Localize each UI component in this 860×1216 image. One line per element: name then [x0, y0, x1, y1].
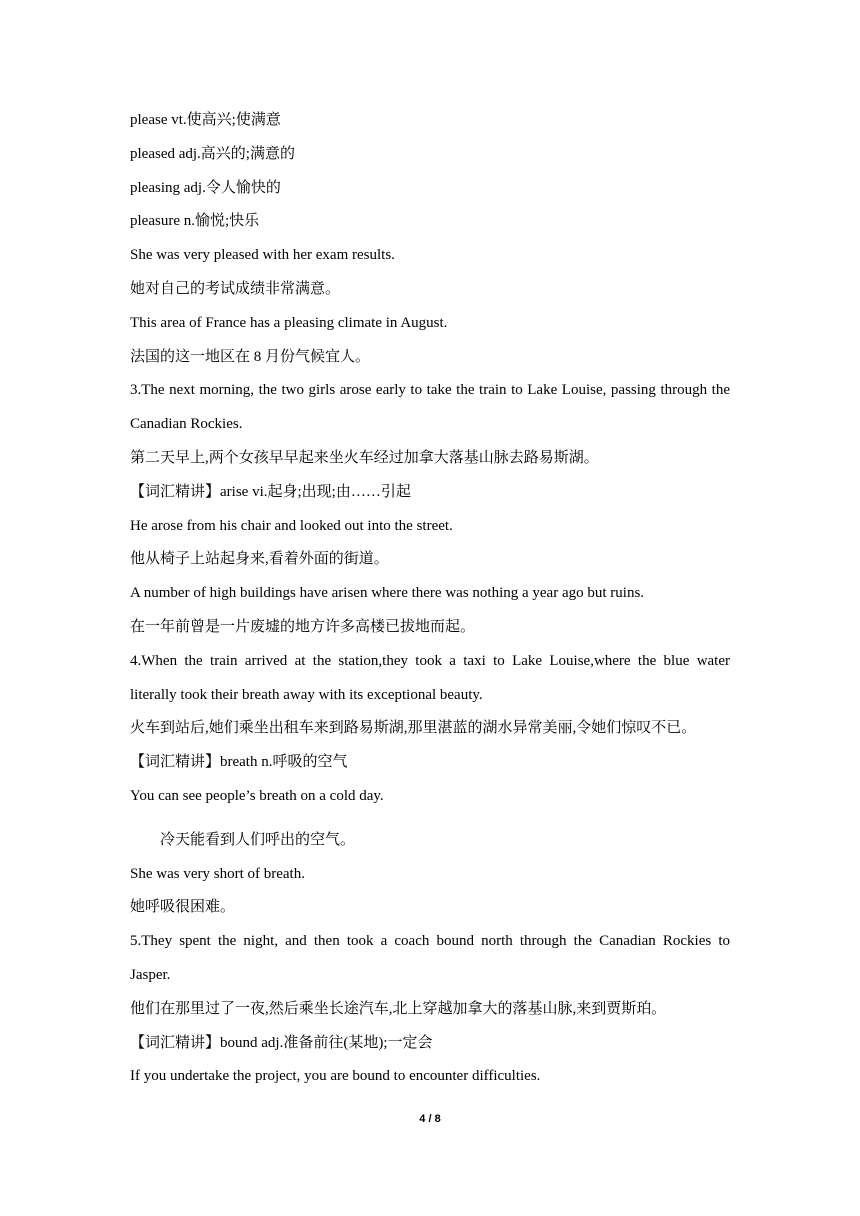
text-line: If you undertake the project, you are bound to encounter difficulties.: [130, 1068, 541, 1085]
text-line: This area of France has a pleasing climate in August.: [130, 314, 448, 331]
text-line: 他从椅子上站起身来,看着外面的街道。: [130, 551, 389, 568]
text-line: You can see people’s breath on a cold day.: [130, 787, 384, 804]
text-line: Jasper.: [130, 966, 171, 983]
text-line: Canadian Rockies.: [130, 416, 243, 433]
text-line: 火车到站后,她们乘坐出租车来到路易斯湖,那里湛蓝的湖水异常美丽,令她们惊叹不已。: [130, 720, 697, 737]
text-line: 第二天早上,两个女孩早早起来坐火车经过加拿大落基山脉去路易斯湖。: [130, 449, 599, 466]
text-line: please vt.使高兴;使满意: [130, 112, 281, 128]
vocab-heading: 【词汇精讲】breath n.呼吸的空气: [130, 754, 348, 771]
text-line: 在一年前曾是一片废墟的地方许多高楼已拔地而起。: [130, 618, 476, 635]
text-line: 3.The next morning, the two girls arose early to take the train to Lake Louise, passing through the: [130, 382, 730, 399]
text-line: A number of high buildings have arisen where there was nothing a year ago but ruins.: [130, 585, 645, 602]
text-line: She was very pleased with her exam results.: [130, 247, 395, 264]
text-line: 她呼吸很困难。: [130, 899, 236, 916]
text-line: 冷天能看到人们呼出的空气。: [160, 831, 356, 848]
text-line: 她对自己的考试成绩非常满意。: [130, 280, 341, 297]
page-number: 4 / 8: [419, 1113, 441, 1125]
text-line: pleasing adj.令人愉快的: [130, 179, 281, 196]
text-line: pleased adj.高兴的;满意的: [130, 145, 295, 162]
text-line: pleasure n.愉悦;快乐: [130, 213, 260, 230]
text-line: 法国的这一地区在 8 月份气候宜人。: [130, 348, 371, 365]
vocab-heading: 【词汇精讲】arise vi.起身;出现;由……引起: [130, 483, 411, 500]
vocab-heading: 【词汇精讲】bound adj.准备前往(某地);一定会: [130, 1034, 433, 1051]
text-line: 他们在那里过了一夜,然后乘坐长途汽车,北上穿越加拿大的落基山脉,来到贾斯珀。: [130, 1000, 667, 1017]
text-line: He arose from his chair and looked out into the street.: [130, 517, 453, 534]
text-line: She was very short of breath.: [130, 865, 305, 882]
text-line: literally took their breath away with its exceptional beauty.: [130, 686, 483, 703]
page-body: [130, 104, 730, 1094]
text-line: 4.When the train arrived at the station,they took a taxi to Lake Louise,where the blue water: [130, 652, 730, 669]
text-line: 5.They spent the night, and then took a coach bound north through the Canadian Rockies to: [130, 933, 730, 950]
